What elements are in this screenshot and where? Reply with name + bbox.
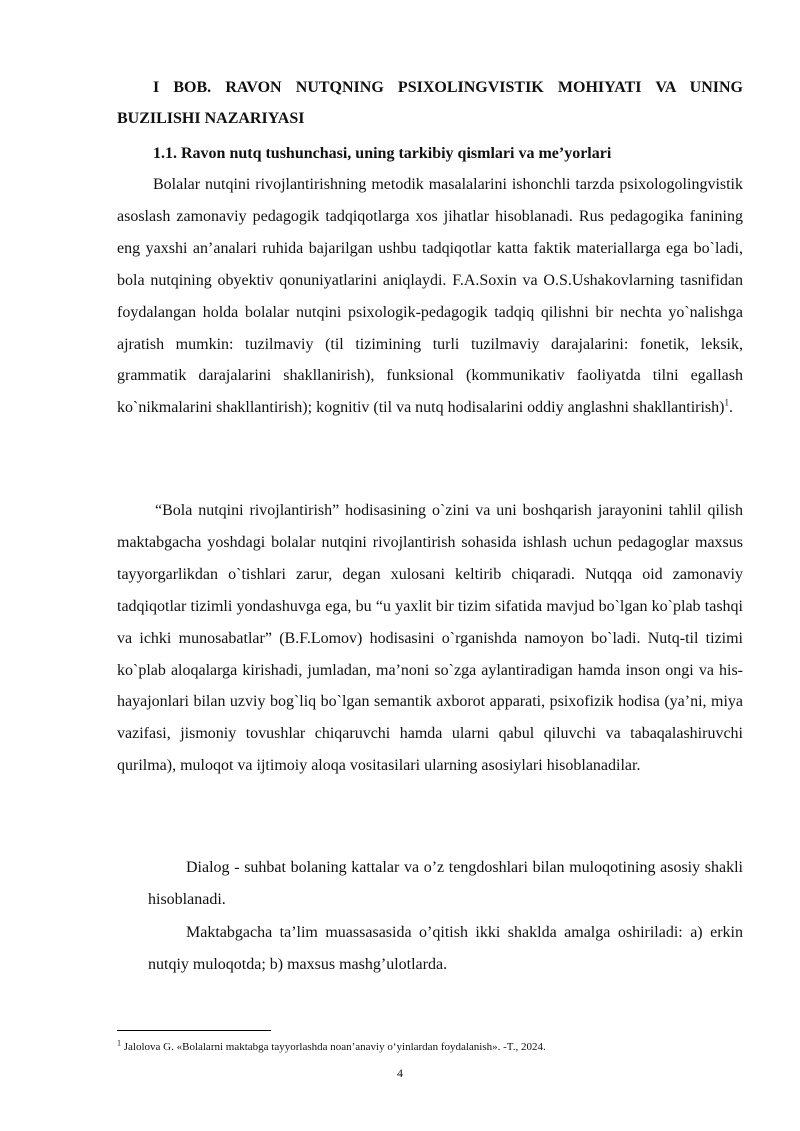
- section-heading: 1.1. Ravon nutq tushunchasi, uning tarkibiy qismlari va me’yorlari: [153, 145, 612, 162]
- page-number: 4: [397, 1066, 403, 1080]
- paragraph-1: [117, 169, 743, 424]
- chapter-heading: I BOB. RAVON NUTQNING PSIXOLINGVISTIK MOHIYATI VA UNING BUZILISHI NAZARIYASI: [117, 79, 743, 127]
- footnote: [117, 1040, 743, 1054]
- paragraph-1-end: .: [728, 399, 733, 417]
- footnote-reference[interactable]: 1: [724, 398, 729, 409]
- footnote-mark: 1: [117, 1038, 121, 1048]
- footnote-text: Jalolova G. «Bolalarni maktabga tayyorlashda noan’anaviy o‘yinlardan foydalanish». -T., 2024.: [121, 1041, 546, 1053]
- footnote-divider: [117, 1030, 271, 1031]
- paragraph-4: Maktabgacha ta’lim muassasasida o’qitish ikki shaklda amalga oshiriladi: a) erkin nutqiy muloqotda; b) maxsus mashg’ulotlarda.: [148, 924, 743, 973]
- paragraph-3: Dialog - suhbat bolaning kattalar va o’z tengdoshlari bilan muloqotining asosiy shakli hisoblanadi.: [148, 859, 743, 908]
- paragraph-1-text: Bolalar nutqini rivojlantirishning metodik masalalarini ishonchli tarzda psixologolingvistik asoslash zamonaviy pedagogik tadqiqotlarga xos jihatlar hisoblanadi. Rus pedagogika fanining eng yaxshi an’analari ruhida bajarilgan ushbu tadqiqotlar katta faktik materiallarga ega bo`ladi, bola nutqining obyektiv qonuniyatlarini aniqlaydi. F.A.Soxin va O.S.Ushakovlarning tasnifidan foydalangan holda bolalar nutqini psixologik-pedagogik tadqiq qilishni bir nechta yo`nalishga ajratish mumkin: tuzilmaviy (til tizimining turli tuzilmaviy darajalarini: fonetik, leksik, grammatik darajalarini shakllanirish), funksional (kommunikativ faoliyatda tilni egallash ko`nikmalarini shakllantirish); kognitiv (til va nutq hodisalarini oddiy anglashni shakllantirish): [117, 176, 743, 417]
- paragraph-2: “Bola nutqini rivojlantirish” hodisasining o`zini va uni boshqarish jarayonini tahlil qilish maktabgacha yoshdagi bolalar nutqini rivojlantirish sohasida ishlash uchun pedagoglar maxsus tayyorgarlikdan o`tishlari zarur, degan xulosani keltirib chiqaradi. Nutqqa oid zamonaviy tadqiqotlar tizimli yondashuvga ega, bu “u yaxlit bir tizim sifatida mavjud bo`lgan ko`plab tashqi va ichki munosabatlar” (B.F.Lomov) hodisasini o`rganishda namoyon bo`ladi. Nutq-til tizimi ko`plab aloqalarga kirishadi, jumladan, ma’noni so`zga aylantiradigan hamda inson ongi va his-hayajonlari bilan uzviy bog`liq bo`lgan semantik axborot apparati, psixofizik hodisa (ya’ni, miya vazifasi, jismoniy tovushlar chiqaruvchi hamda ularni qabul qiluvchi va tabaqalashiruvchi qurilma), muloqot va ijtimoiy aloqa vositasilari ularning asosiylari hisoblanadilar.: [117, 502, 743, 775]
